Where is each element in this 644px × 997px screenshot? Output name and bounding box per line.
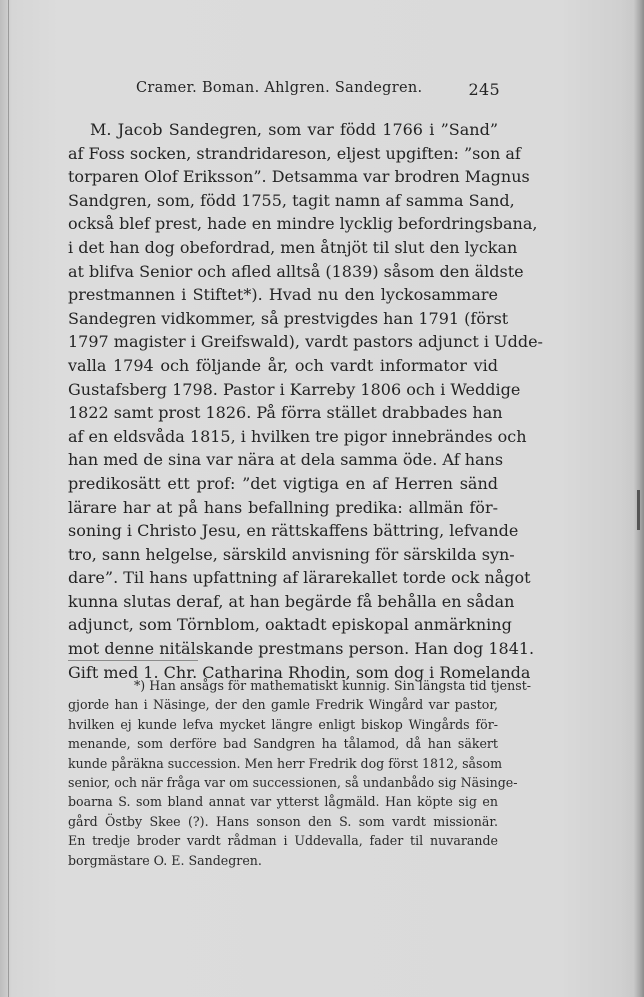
- body-line: 1822 samt prost 1826. På förra stället drabbades han: [68, 403, 503, 423]
- footnote-line: *) Han ansågs för mathematiskt kunnig. Sin längsta tid tjenst-: [134, 678, 532, 693]
- edge-mark: [637, 490, 640, 530]
- running-head-title: Cramer. Boman. Ahlgren. Sandegren.: [136, 80, 423, 96]
- body-line: torparen Olof Eriksson”. Detsamma var brodren Magnus: [68, 167, 530, 187]
- body-line: tro, sann helgelse, särskild anvisning för särskilda syn-: [68, 544, 515, 564]
- footnote-line: menande, som derföre bad Sandgren ha tålamod, då han säkert: [68, 736, 498, 752]
- body-line: af Foss socken, strandridareson, eljest upgiften: ”son af: [68, 143, 521, 163]
- footnote-line: gjorde han i Näsinge, der den gamle Fredrik Wingård var pastor,: [68, 697, 498, 713]
- footnote-line: gård Östby Skee (?). Hans sonson den S. som vardt missionär.: [68, 813, 498, 829]
- body-line: också blef prest, hade en mindre lycklig befordringsbana,: [68, 214, 538, 234]
- body-text: [68, 118, 543, 684]
- body-line: dare”. Til hans upfattning af lärarekallet torde ock något: [68, 568, 531, 588]
- footnote-line: En tredje broder vardt rådman i Uddevalla, fader til nuvarande: [68, 833, 498, 849]
- page-number: 245: [468, 80, 500, 99]
- body-line: predikosätt ett prof: ”det vigtiga en af Herren sänd: [68, 473, 498, 493]
- body-line: at blifva Senior och afled alltså (1839) såsom den äldste: [68, 261, 524, 281]
- body-line: i det han dog obefordrad, men åtnjöt til slut den lyckan: [68, 237, 518, 257]
- body-line: Sandegren vidkommer, så prestvigdes han 1791 (först: [68, 308, 509, 328]
- body-line: Sandgren, som, född 1755, tagit namn af samma Sand,: [68, 190, 515, 210]
- body-line: han med de sina var nära at dela samma öde. Af hans: [68, 450, 504, 470]
- body-line: soning i Christo Jesu, en rättskaffens bättring, lefvande: [68, 521, 519, 541]
- body-line: valla 1794 och följande år, och vardt informator vid: [68, 355, 498, 375]
- body-line: prestmannen i Stiftet*). Hvad nu den lyckosammare: [68, 285, 498, 305]
- body-line: 1797 magister i Greifswald), vardt pastors adjunct i Udde-: [68, 332, 543, 352]
- footnote-line: senior, och när fråga var om successionen, så undanbådo sig Näsinge-: [68, 774, 518, 790]
- body-line: mot denne nitälskande prestmans person. Han dog 1841.: [68, 639, 535, 659]
- body-line: lärare har at på hans befallning predika: allmän för-: [68, 497, 498, 517]
- body-line: Gift med 1. Chr. Catharina Rhodin, som dog i Romelanda: [68, 662, 531, 682]
- footnote-line: borgmästare O. E. Sandegren.: [68, 852, 262, 868]
- body-line: af en eldsvåda 1815, i hvilken tre pigor innebrändes och: [68, 426, 527, 446]
- body-line: kunna slutas deraf, at han begärde få behålla en sådan: [68, 591, 515, 611]
- body-line: adjunct, som Törnblom, oaktadt episkopal anmärkning: [68, 615, 512, 635]
- footnote-line: boarna S. som bland annat var ytterst lågmäld. Han köpte sig en: [68, 794, 498, 810]
- running-head: [136, 80, 500, 102]
- footnote-divider: [68, 660, 198, 661]
- footnote-line: kunde påräkna succession. Men herr Fredrik dog först 1812, såsom: [68, 755, 503, 771]
- body-line: Gustafsberg 1798. Pastor i Karreby 1806 och i Weddige: [68, 379, 521, 399]
- footnote-line: hvilken ej kunde lefva mycket längre enligt biskop Wingårds för-: [68, 716, 498, 732]
- footnote: [68, 676, 532, 870]
- body-line: M. Jacob Sandegren, som var född 1766 i ”Sand”: [90, 120, 498, 139]
- binding-edge: [8, 0, 9, 997]
